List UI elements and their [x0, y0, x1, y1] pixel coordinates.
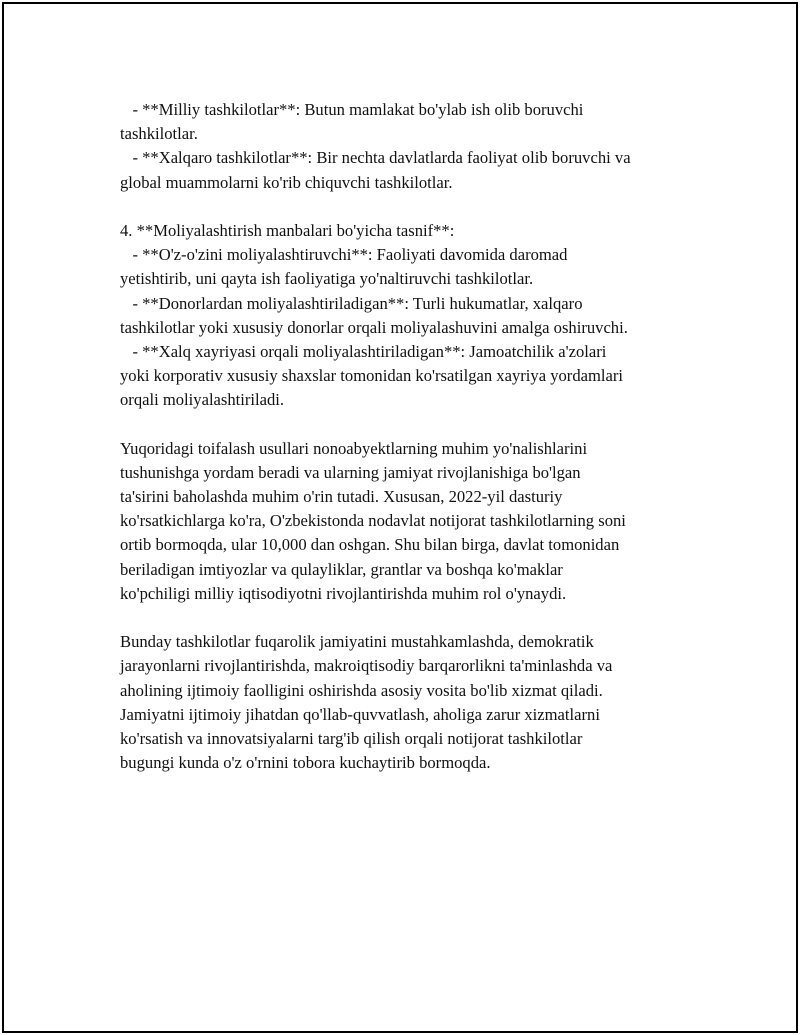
- text-line: aholining ijtimoiy faolligini oshirishda asosiy vosita bo'lib xizmat qiladi.: [120, 680, 603, 700]
- text-line: yoki korporativ xususiy shaxslar tomonidan ko'rsatilgan xayriya yordamlari: [120, 366, 624, 386]
- document-page: [2, 2, 798, 1033]
- text-line: - **Xalq xayriyasi orqali moliyalashtiriladigan**: Jamoatchilik a'zolari: [120, 341, 607, 361]
- text-line: jarayonlarni rivojlantirishda, makroiqtisodiy barqarorlikni ta'minlashda va: [120, 656, 613, 676]
- text-line: tushunishga yordam beradi va ularning jamiyat rivojlanishiga bo'lgan: [120, 462, 581, 482]
- section-heading: 4. **Moliyalashtirish manbalari bo'yicha tasnif**:: [120, 220, 455, 240]
- text-line: global muammolarni ko'rib chiquvchi tashkilotlar.: [120, 172, 453, 192]
- document-body: [120, 98, 700, 775]
- text-line: ko'pchiligi milliy iqtisodiyotni rivojlantirishda muhim rol o'ynaydi.: [120, 583, 567, 603]
- text-line: - **Donorlardan moliyalashtiriladigan**: Turli hukumatlar, xalqaro: [120, 293, 583, 313]
- text-line: - **Xalqaro tashkilotlar**: Bir nechta davlatlarda faoliyat olib boruvchi va: [120, 148, 631, 168]
- text-line: ta'sirini baholashda muhim o'rin tutadi. Xususan, 2022-yil dasturiy: [120, 487, 563, 506]
- text-line: tashkilotlar.: [120, 124, 198, 144]
- text-line: ko'rsatkichlarga ko'ra, O'zbekistonda nodavlat notijorat tashkilotlarning soni: [120, 511, 626, 531]
- text-line: ko'rsatish va innovatsiyalarni targ'ib qilish orqali notijorat tashkilotlar: [120, 728, 583, 748]
- paragraph-gap: [120, 195, 700, 219]
- paragraph-gap: [120, 412, 700, 436]
- text-line: tashkilotlar yoki xususiy donorlar orqali moliyalashuvini amalga oshiruvchi.: [120, 317, 628, 337]
- text-line: bugungi kunda o'z o'rnini tobora kuchaytirib bormoqda.: [120, 753, 491, 773]
- text-line: - **O'z-o'zini moliyalashtiruvchi**: Faoliyati davomida daromad: [120, 245, 568, 265]
- text-line: - **Milliy tashkilotlar**: Butun mamlakat bo'ylab ish olib boruvchi: [120, 100, 584, 119]
- paragraph-gap: [120, 606, 700, 630]
- text-line: yetishtirib, uni qayta ish faoliyatiga yo'naltiruvchi tashkilotlar.: [120, 269, 534, 289]
- text-line: ortib bormoqda, ular 10,000 dan oshgan. Shu bilan birga, davlat tomonidan: [120, 535, 620, 555]
- text-line: Yuqoridagi toifalash usullari nonoabyektlarning muhim yo'nalishlarini: [120, 438, 588, 458]
- text-line: Jamiyatni ijtimoiy jihatdan qo'llab-quvvatlash, aholiga zarur xizmatlarni: [120, 704, 600, 724]
- text-line: beriladigan imtiyozlar va qulayliklar, grantlar va boshqa ko'maklar: [120, 559, 563, 579]
- text-line: Bunday tashkilotlar fuqarolik jamiyatini mustahkamlashda, demokratik: [120, 632, 594, 652]
- text-line: orqali moliyalashtiriladi.: [120, 390, 285, 410]
